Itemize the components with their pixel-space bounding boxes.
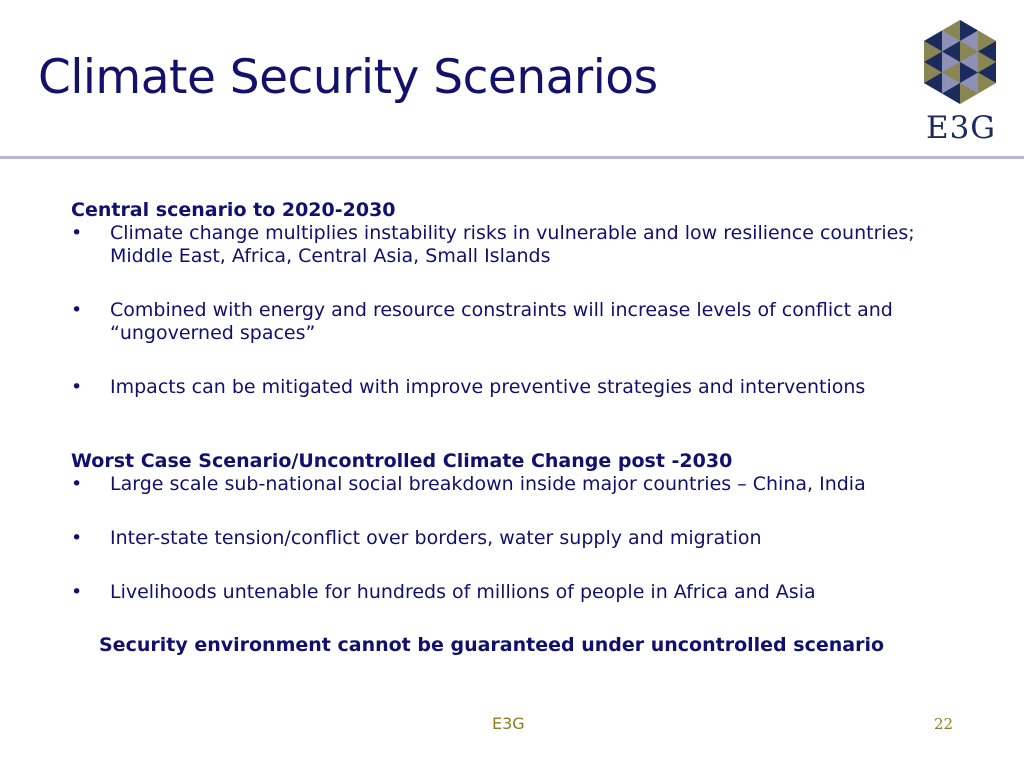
list-item bbox=[71, 376, 971, 399]
footer-label: E3G bbox=[492, 714, 525, 733]
list-item bbox=[71, 222, 971, 268]
list-item-text: Inter-state tension/conflict over borders, water supply and migration bbox=[110, 527, 762, 549]
list-item-text: Livelihoods untenable for hundreds of millions of people in Africa and Asia bbox=[110, 581, 816, 603]
section-heading: Worst Case Scenario/Uncontrolled Climate Change post -2030 bbox=[71, 450, 733, 472]
title-divider bbox=[0, 156, 1024, 159]
central-scenario-section bbox=[71, 199, 971, 399]
list-item-text: Large scale sub-national social breakdown inside major countries – China, India bbox=[110, 473, 866, 495]
bullet-icon: • bbox=[71, 222, 83, 244]
worst-case-section bbox=[71, 450, 971, 604]
list-item-text: Combined with energy and resource constraints will increase levels of conflict and “ungoverned spaces” bbox=[110, 299, 893, 344]
e3g-logo-icon bbox=[920, 18, 1000, 108]
bullet-list bbox=[71, 222, 971, 399]
bullet-icon: • bbox=[71, 581, 83, 603]
list-item-text: Impacts can be mitigated with improve preventive strategies and interventions bbox=[110, 376, 866, 398]
list-item-text: Climate change multiplies instability risks in vulnerable and low resilience countries; Middle East, Africa, Central Asia, Small Islands bbox=[110, 222, 915, 267]
bullet-icon: • bbox=[71, 473, 83, 495]
logo-wordmark: E3G bbox=[925, 110, 997, 146]
section-heading: Central scenario to 2020-2030 bbox=[71, 199, 396, 221]
list-item bbox=[71, 473, 971, 496]
bullet-icon: • bbox=[71, 376, 83, 398]
bullet-icon: • bbox=[71, 299, 83, 321]
conclusion-statement: Security environment cannot be guaranteed under uncontrolled scenario bbox=[99, 634, 885, 656]
list-item bbox=[71, 581, 971, 604]
slide-body bbox=[71, 199, 971, 657]
slide-title: Climate Security Scenarios bbox=[38, 50, 658, 105]
bullet-icon: • bbox=[71, 527, 83, 549]
page-number: 22 bbox=[934, 715, 954, 733]
list-item bbox=[71, 527, 971, 550]
list-item bbox=[71, 299, 971, 345]
bullet-list bbox=[71, 473, 971, 604]
